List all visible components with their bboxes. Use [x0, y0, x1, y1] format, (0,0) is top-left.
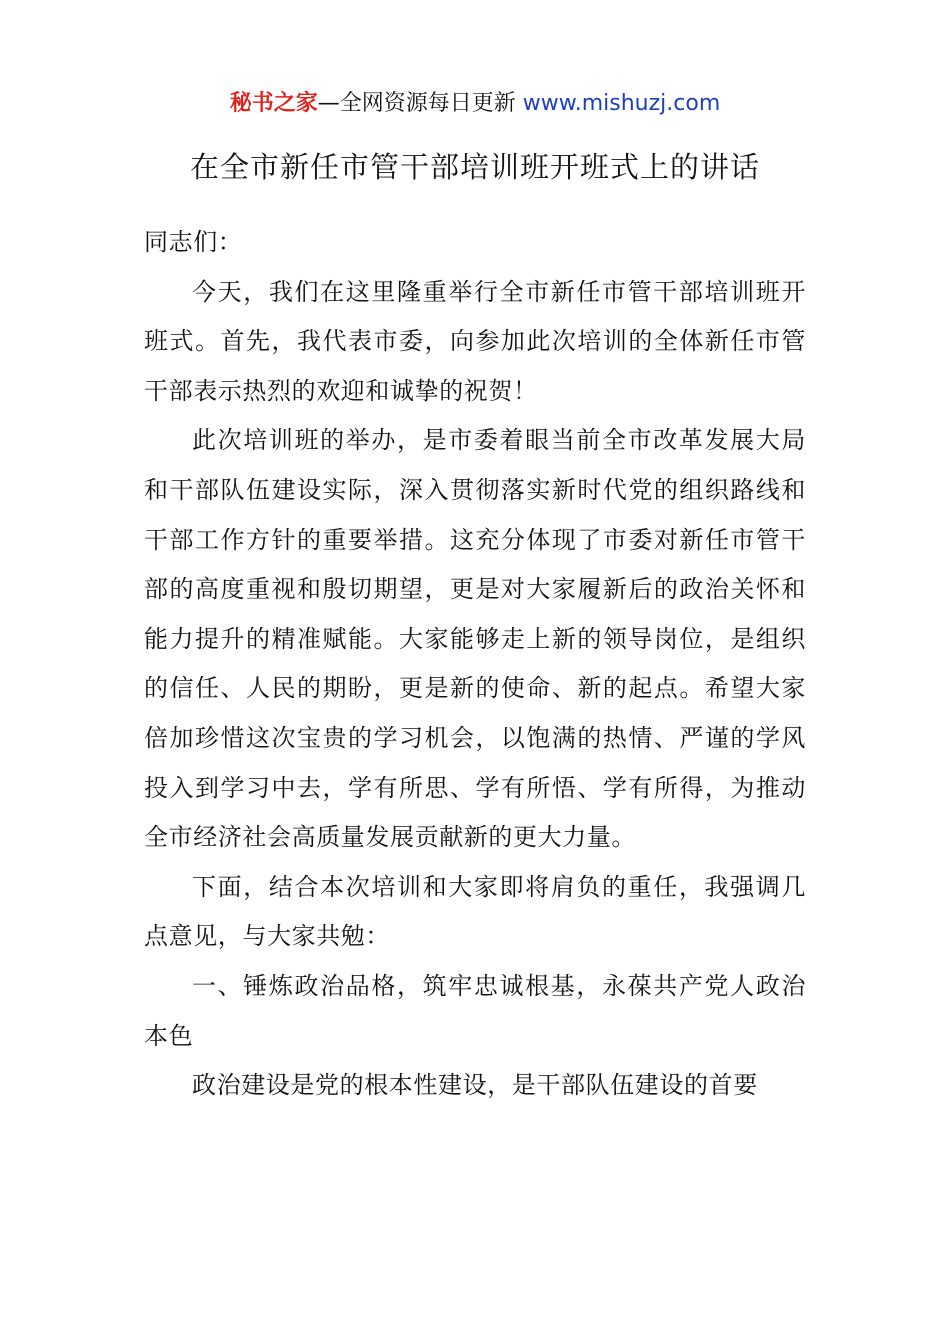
paragraph-transition: 下面，结合本次培训和大家即将肩负的重任，我强调几点意见，与大家共勉： — [144, 872, 806, 951]
site-header — [0, 88, 950, 120]
site-tagline: —全网资源每日更新 — [317, 91, 523, 116]
paragraph-purpose: 此次培训班的举办，是市委着眼当前全市改革发展大局和干部队伍建设实际，深入贯彻落实新时代党的组织路线和干部工作方针的重要举措。这充分体现了市委对新任市管干部的高度重视和殷切期望，更是对大家履新后的政治关怀和能力提升的精准赋能。大家能够走上新的领导岗位，是组织的信任、人民的期盼，更是新的使命、新的起点。希望大家倍加珍惜这次宝贵的学习机会，以饱满的热情、严谨的学风投入到学习中去，学有所思、学有所悟、学有所得，为推动全市经济社会高质量发展贡献新的更大力量。 — [144, 426, 806, 852]
site-url-link[interactable]: www.mishuzj.com — [522, 91, 721, 116]
document-body — [144, 218, 806, 1111]
paragraph-opening: 今天，我们在这里隆重举行全市新任市管干部培训班开班式。首先，我代表市委，向参加此次培训的全体新任市管干部表示热烈的欢迎和诚挚的祝贺！ — [144, 277, 806, 405]
section-heading-1: 一、锤炼政治品格，筑牢忠诚根基，永葆共产党人政治本色 — [144, 971, 806, 1050]
salutation: 同志们： — [144, 228, 243, 256]
document-title: 在全市新任市管干部培训班开班式上的讲话 — [189, 150, 760, 184]
brand-name: 秘书之家 — [229, 91, 318, 116]
paragraph-political-building: 政治建设是党的根本性建设，是干部队伍建设的首要 — [192, 1071, 758, 1100]
